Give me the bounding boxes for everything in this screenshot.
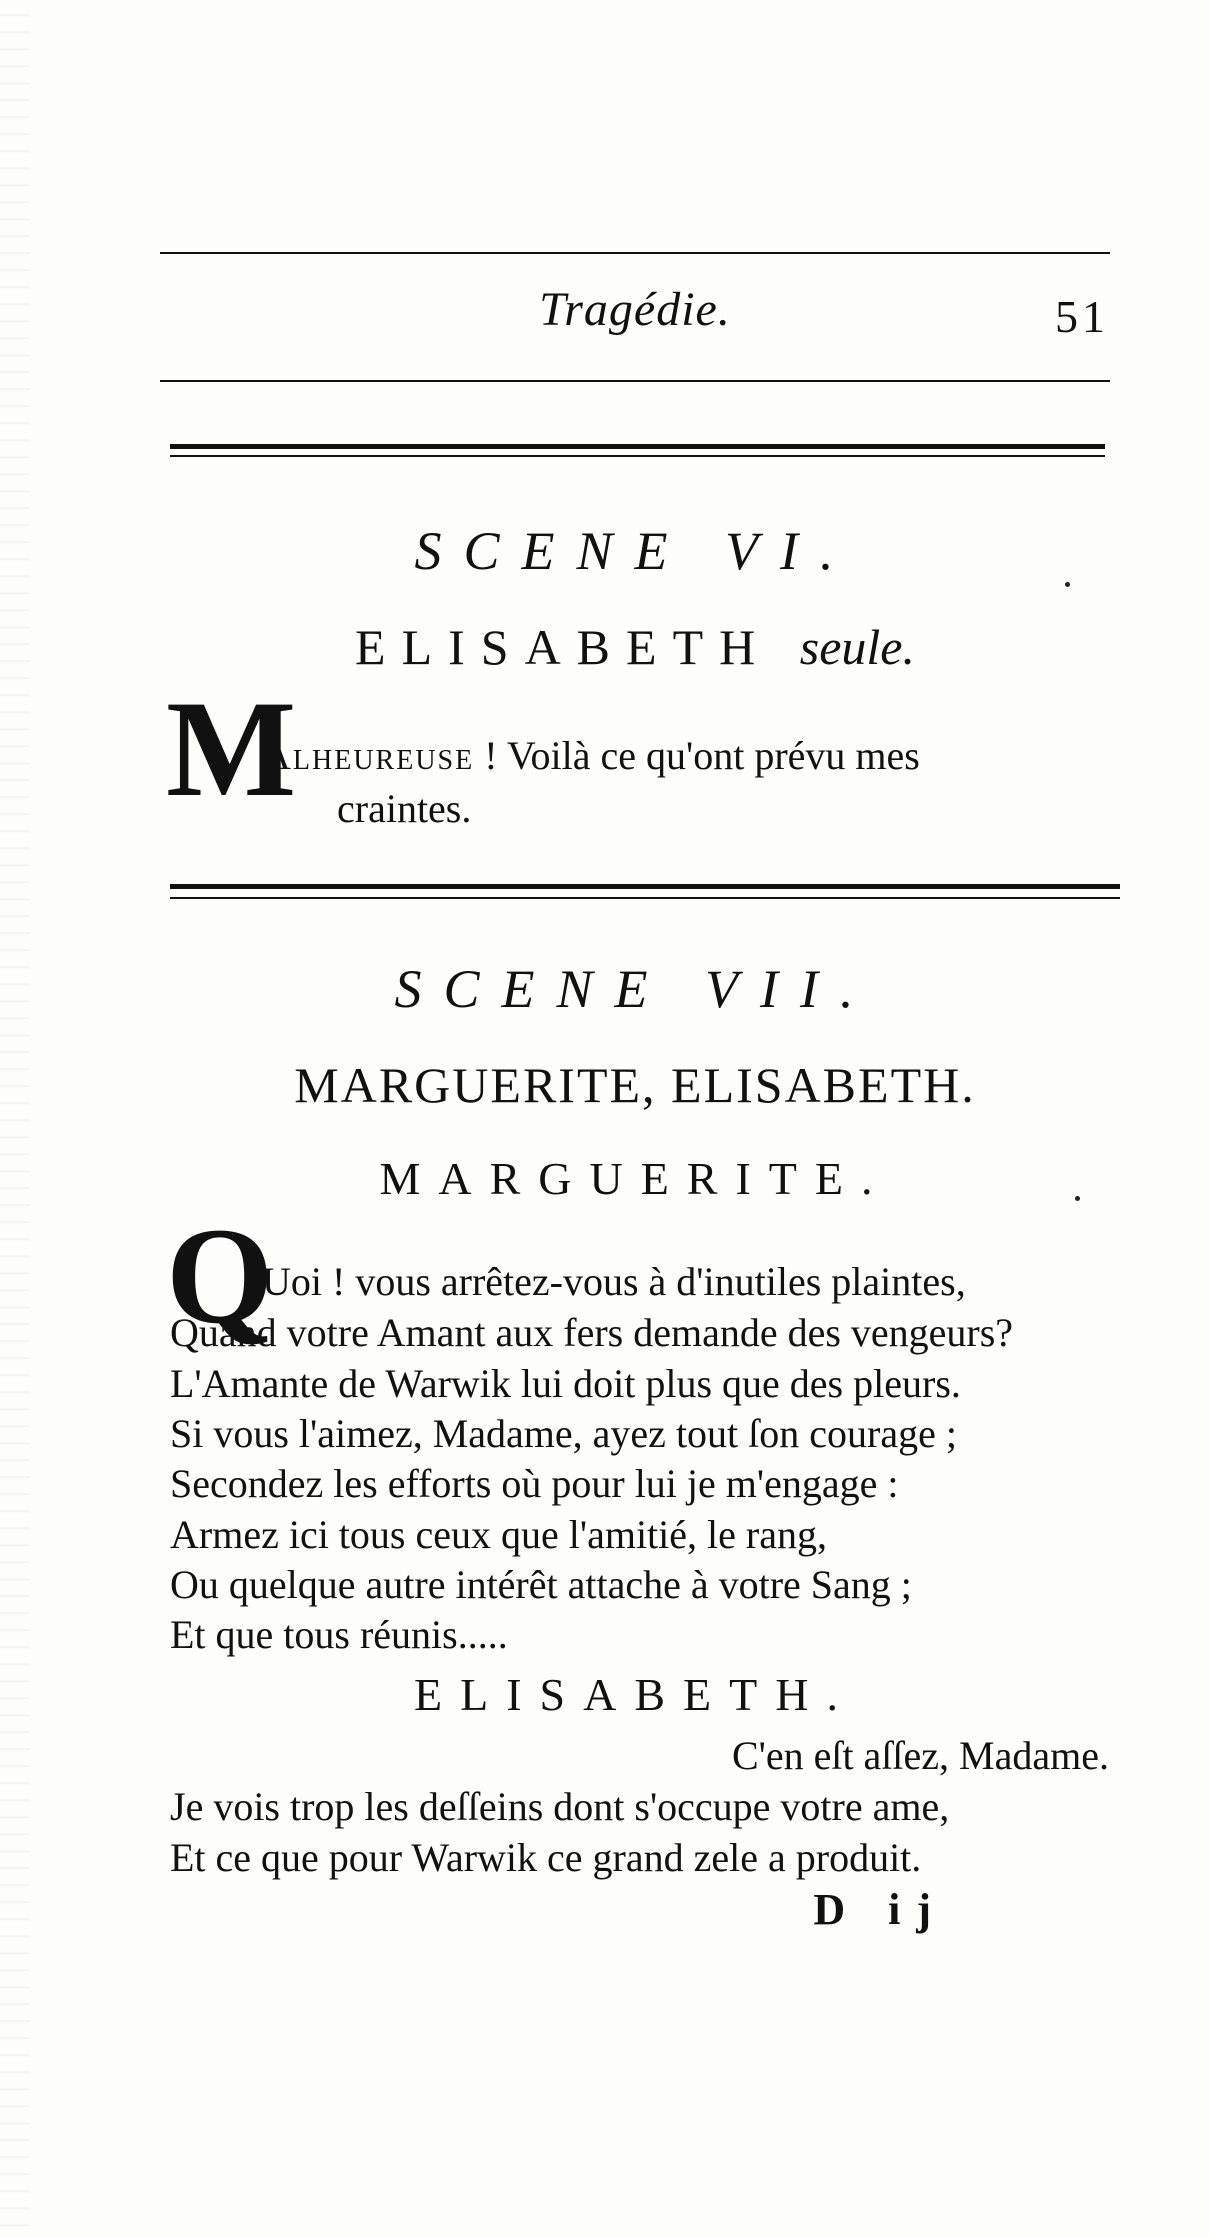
verse-line-6: Armez ici tous ceux que l'amitié, le rang, xyxy=(170,1512,827,1557)
scene7-top-rule-thin xyxy=(170,897,1120,899)
ink-speck xyxy=(1075,1196,1080,1201)
catchword-signature: D ij xyxy=(813,1885,947,1934)
scene7-drop-cap: Q xyxy=(166,1199,274,1352)
verse-line-2: Quand votre Amant aux fers demande des vengeurs? xyxy=(170,1310,1014,1355)
ink-speck xyxy=(1065,582,1070,587)
verse-line-3: L'Amante de Warwik lui doit plus que des pleurs. xyxy=(170,1361,961,1406)
scene6-top-rule-thin xyxy=(170,455,1105,457)
verse-line-1: Uoi ! vous arrêtez-vous à d'inutiles plaintes, xyxy=(262,1259,966,1304)
reply-line-1: C'en eſt aſſez, Madame. xyxy=(731,1733,1109,1778)
scene6-drop-cap: M xyxy=(166,672,297,825)
scene7-speaker1: MARGUERITE. xyxy=(379,1153,891,1204)
verse-line-4: Si vous l'aimez, Madame, ayez tout ſon courage ; xyxy=(170,1411,957,1456)
scene7-speakers: MARGUERITE, ELISABETH. xyxy=(294,1057,976,1113)
header-bottom-rule xyxy=(160,380,1110,382)
scene7-top-rule xyxy=(170,884,1120,889)
scene6-line1-rest: ! Voilà ce qu'ont prévu mes xyxy=(474,733,920,778)
reply-line-2: Je vois trop les deſſeins dont s'occupe votre ame, xyxy=(170,1784,950,1829)
scene6-line2: craintes. xyxy=(337,786,472,831)
reply-line-3: Et ce que pour Warwik ce grand zele a produit. xyxy=(170,1835,922,1880)
scene6-heading: SCENE VI. xyxy=(414,521,856,581)
page-number: 51 xyxy=(1055,291,1109,342)
scene6-line1-smallcaps: Alheureuse xyxy=(262,733,475,778)
header-top-rule xyxy=(160,252,1110,254)
scene6-speaker-name: ELISABETH xyxy=(355,619,772,675)
scene7-heading: SCENE VII. xyxy=(394,959,876,1019)
scene6-speaker-note: seule. xyxy=(799,619,915,675)
verse-line-8: Et que tous réunis..... xyxy=(170,1612,508,1657)
scene6-top-rule xyxy=(170,444,1105,449)
running-title: Tragédie. xyxy=(539,283,731,336)
scene6-speaker xyxy=(160,618,1110,676)
verse-line-5: Secondez les efforts où pour lui je m'engage : xyxy=(170,1461,899,1506)
verse-line-7: Ou quelque autre intérêt attache à votre Sang ; xyxy=(170,1562,912,1607)
page-edge-shadow xyxy=(0,0,30,2237)
scene7-speaker2: ELISABETH. xyxy=(414,1669,856,1720)
scene6-line1 xyxy=(262,732,920,779)
